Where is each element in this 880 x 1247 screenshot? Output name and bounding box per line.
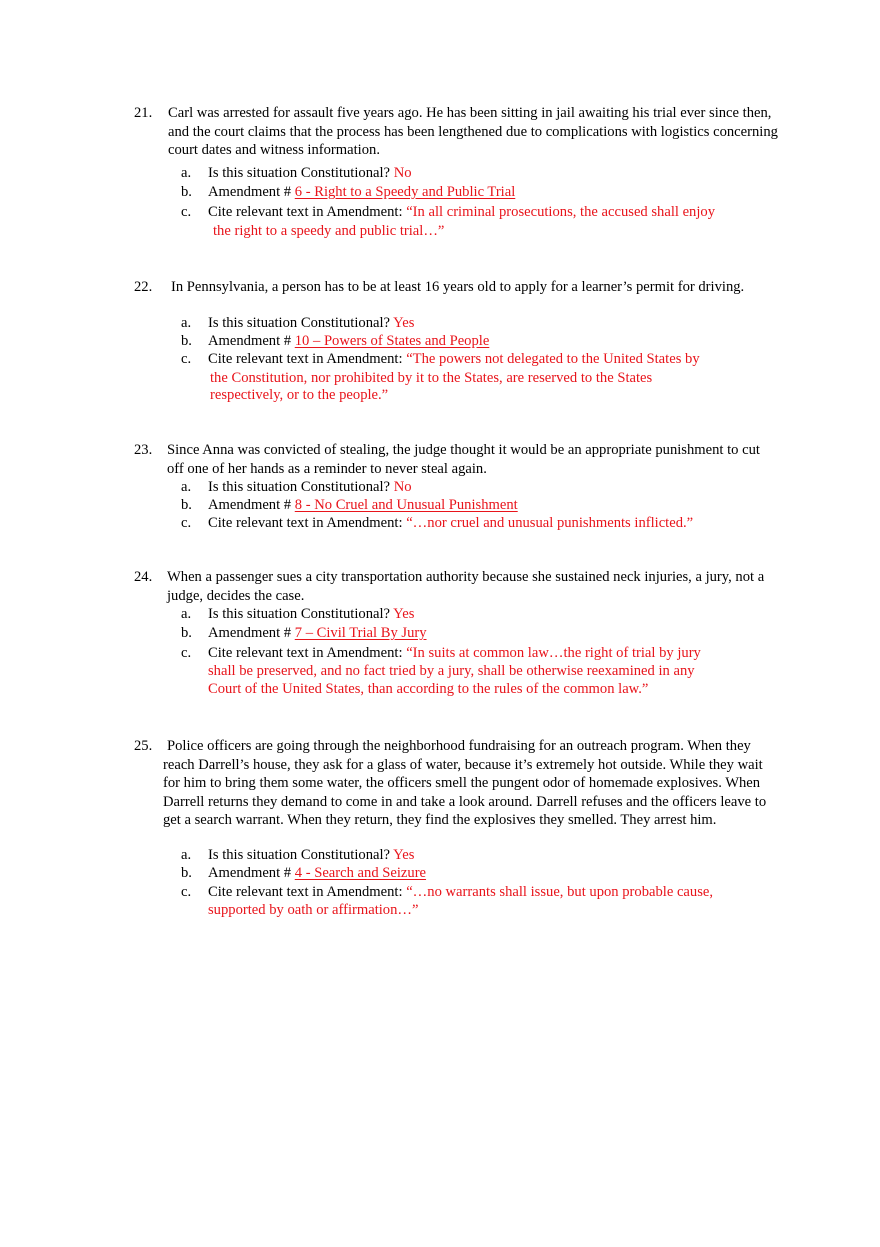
part-c-label: Cite relevant text in Amendment: xyxy=(208,884,403,900)
part-c-cite-line: “The powers not delegated to the United States by xyxy=(406,351,700,367)
part-c-label: Cite relevant text in Amendment: xyxy=(208,645,403,661)
part-c: c. Cite relevant text in Amendment: “…nor cruel and unusual punishments inflicted.” xyxy=(181,515,694,531)
part-b-answer: 10 – Powers of States and People xyxy=(294,333,490,349)
part-a-answer: Yes xyxy=(393,606,415,622)
part-c-label: Cite relevant text in Amendment: xyxy=(208,515,403,531)
part-a-label: Is this situation Constitutional? xyxy=(208,606,391,622)
part-b: b. Amendment # 7 – Civil Trial By Jury xyxy=(181,625,427,641)
part-b: b. Amendment # 4 - Search and Seizure xyxy=(181,865,427,881)
part-a-label: Is this situation Constitutional? xyxy=(208,315,391,331)
part-c-cite-line: shall be preserved, and no fact tried by a jury, shall be otherwise reexamined in any xyxy=(208,663,695,679)
part-b-answer: 6 - Right to a Speedy and Public Trial xyxy=(294,184,516,200)
part-c-cite-line: the right to a speedy and public trial…” xyxy=(213,223,445,239)
part-c: c. Cite relevant text in Amendment: “…no warrants shall issue, but upon probable cause, xyxy=(181,884,713,900)
question-stem: Carl was arrested for assault five years ago. He has been sitting in jail awaiting his trial ever since then, and the court claims that the process has been lengthened due to complications with logistics concerning court dates and witness information. xyxy=(168,105,778,158)
part-c-cite-line: “In suits at common law…the right of trial by jury xyxy=(406,645,701,661)
part-a-answer: Yes xyxy=(393,847,415,863)
part-c-cite-line: the Constitution, nor prohibited by it to the States, are reserved to the States xyxy=(210,370,653,386)
part-c-cite-line: supported by oath or affirmation…” xyxy=(208,902,419,918)
part-a: a. Is this situation Constitutional? No xyxy=(181,479,412,495)
part-b-answer: 4 - Search and Seizure xyxy=(294,865,427,881)
part-a-label: Is this situation Constitutional? xyxy=(208,847,391,863)
part-a-answer: No xyxy=(393,165,412,181)
part-b-label: Amendment # xyxy=(208,497,292,513)
part-c: c. Cite relevant text in Amendment: “In suits at common law…the right of trial by jury xyxy=(181,645,701,661)
part-c: c. Cite relevant text in Amendment: “The powers not delegated to the United States by xyxy=(181,351,700,367)
question-number: 22. xyxy=(134,279,153,295)
part-c-label: Cite relevant text in Amendment: xyxy=(208,204,403,220)
part-a-label: Is this situation Constitutional? xyxy=(208,165,391,181)
part-c: c. Cite relevant text in Amendment: “In all criminal prosecutions, the accused shall enjoy xyxy=(181,204,716,220)
part-c-cite-line: “…no warrants shall issue, but upon probable cause, xyxy=(406,884,713,900)
part-b: b. Amendment # 10 – Powers of States and People xyxy=(181,333,490,349)
part-a-answer: No xyxy=(393,479,412,495)
part-a: a. Is this situation Constitutional? No xyxy=(181,165,412,181)
question-stem: In Pennsylvania, a person has to be at least 16 years old to apply for a learner’s permit for driving. xyxy=(171,279,745,295)
question-number: 25. xyxy=(134,738,153,754)
part-a: a. Is this situation Constitutional? Yes xyxy=(181,847,415,863)
question-stem: Since Anna was convicted of stealing, the judge thought it would be an appropriate punishment to cut off one of her hands as a reminder to never steal again. xyxy=(167,442,760,477)
part-b: b. Amendment # 8 - No Cruel and Unusual Punishment xyxy=(181,497,518,513)
part-c-label: Cite relevant text in Amendment: xyxy=(208,351,403,367)
part-b-answer: 8 - No Cruel and Unusual Punishment xyxy=(294,497,518,513)
question-number: 23. xyxy=(134,442,153,458)
part-c-cite-line: “In all criminal prosecutions, the accused shall enjoy xyxy=(406,204,716,220)
part-a-answer: Yes xyxy=(393,315,415,331)
part-c-cite-line: “…nor cruel and unusual punishments inflicted.” xyxy=(406,515,694,531)
question-number: 24. xyxy=(134,569,153,585)
part-b-label: Amendment # xyxy=(208,625,292,641)
question-stem: When a passenger sues a city transportation authority because she sustained neck injuries, a jury, not a judge, decides the case. xyxy=(167,569,765,604)
part-a-label: Is this situation Constitutional? xyxy=(208,479,391,495)
question-number: 21. xyxy=(134,105,153,121)
part-b-answer: 7 – Civil Trial By Jury xyxy=(294,625,427,641)
part-a: a. Is this situation Constitutional? Yes xyxy=(181,315,415,331)
part-a: a. Is this situation Constitutional? Yes xyxy=(181,606,415,622)
part-b-label: Amendment # xyxy=(208,184,292,200)
part-b-label: Amendment # xyxy=(208,865,292,881)
question-stem: Police officers are going through the neighborhood fundraising for an outreach program. When they reach Darrell’s house, they ask for a glass of water, because it’s extremely hot outside. While they wait for him to bring them some water, the officers smell the pungent odor of homemade explosives. When Darrell returns they demand to come in and take a look around. Darrell refuses and the officers leave to get a search warrant. When they return, they find the explosives they smelled. They arrest him. xyxy=(163,738,767,828)
part-c-cite-line: respectively, or to the people.” xyxy=(210,387,389,403)
part-b-label: Amendment # xyxy=(208,333,292,349)
part-c-cite-line: Court of the United States, than according to the rules of the common law.” xyxy=(208,681,649,697)
part-b: b. Amendment # 6 - Right to a Speedy and Public Trial xyxy=(181,184,516,200)
